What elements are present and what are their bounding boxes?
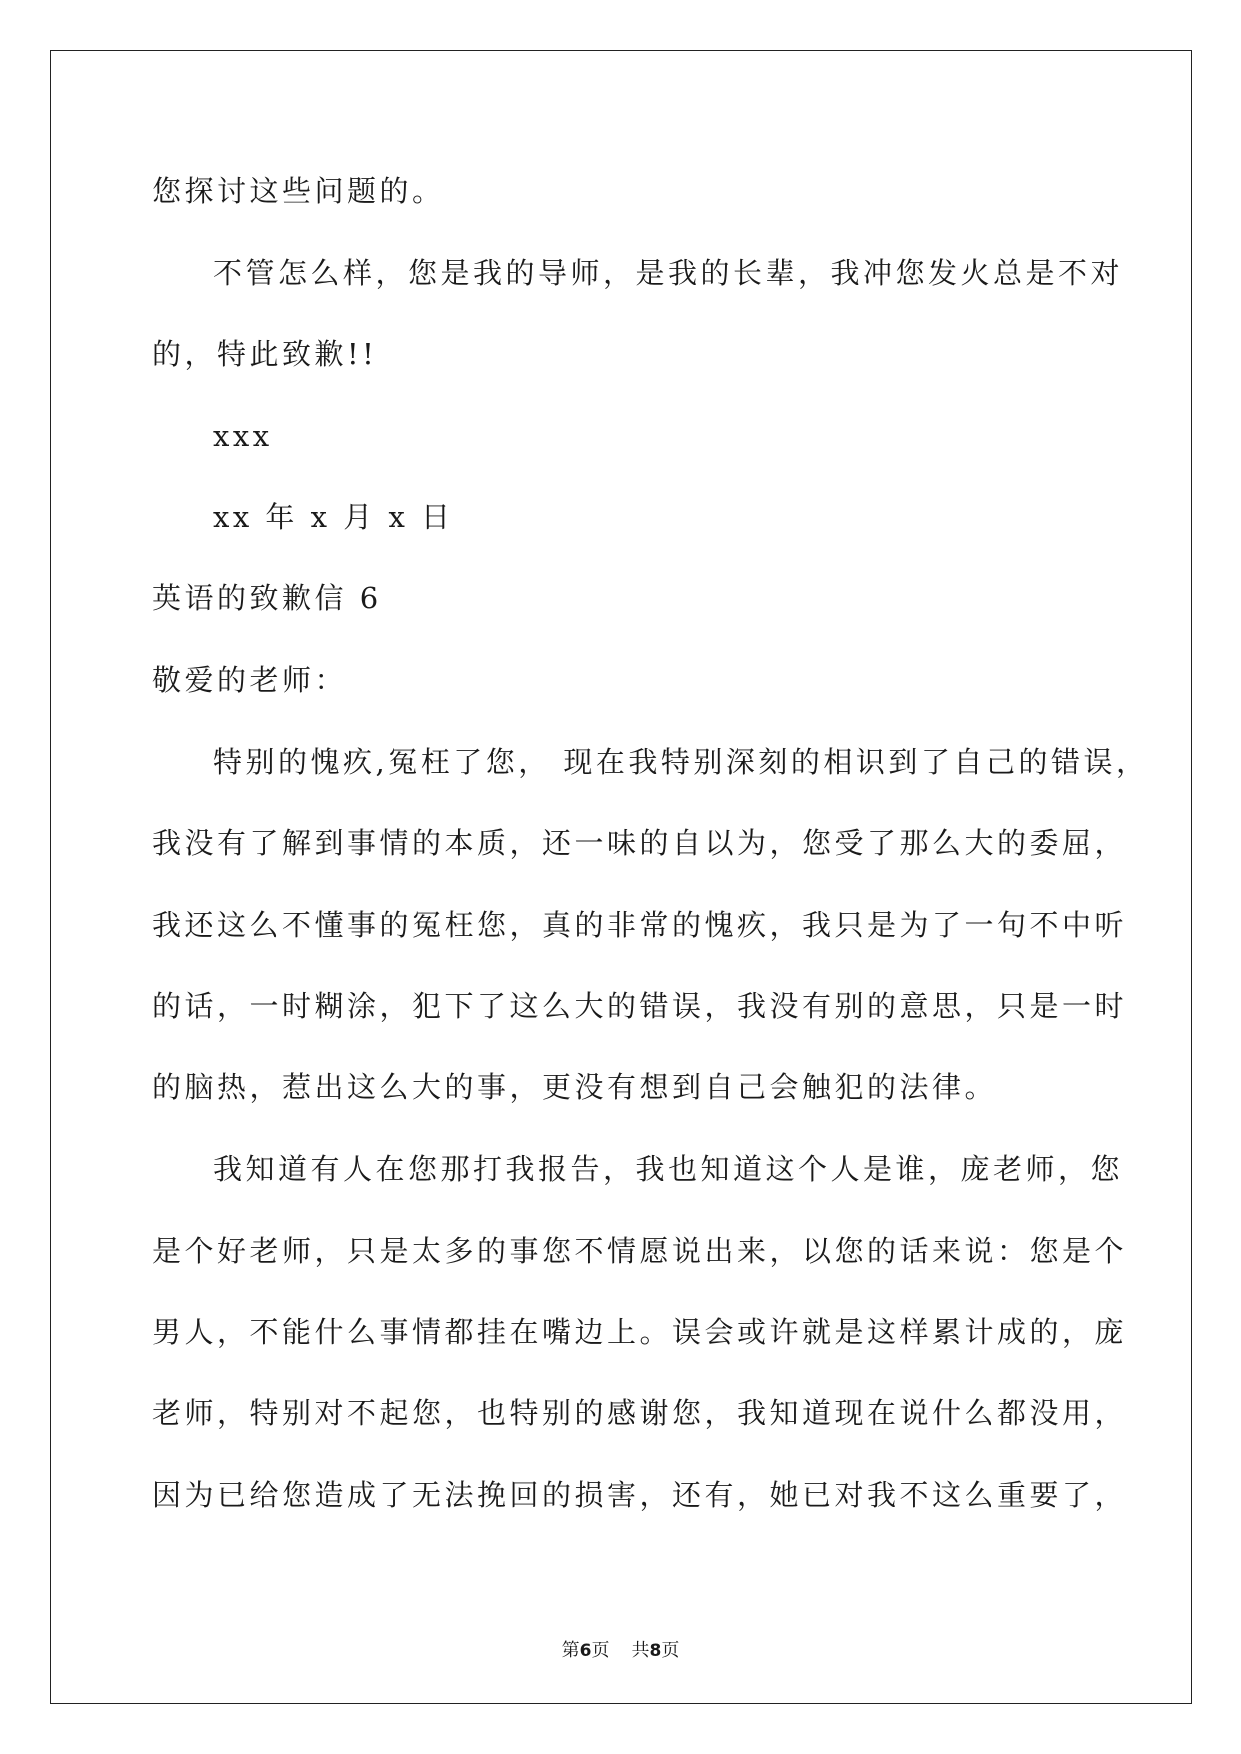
body-line: 的脑热，惹出这么大的事，更没有想到自己会触犯的法律。 bbox=[152, 1070, 998, 1104]
page-footer bbox=[0, 1640, 1241, 1662]
body-line: 的，特此致歉!! bbox=[152, 337, 378, 371]
signature-name: xxx bbox=[213, 419, 273, 453]
body-line: 男人，不能什么事情都挂在嘴边上。误会或许就是这样累计成的，庞 bbox=[152, 1315, 1128, 1349]
paragraph-first-line: 特别的愧疚,冤枉了您， 现在我特别深刻的相识到了自己的错误， bbox=[213, 745, 1149, 779]
page-label-prefix: 第 bbox=[561, 1640, 580, 1661]
body-line: 我没有了解到事情的本质，还一味的自以为，您受了那么大的委屈， bbox=[152, 826, 1128, 860]
total-pages: 8 bbox=[649, 1641, 662, 1661]
paragraph-first-line: 我知道有人在您那打我报告，我也知道这个人是谁，庞老师，您 bbox=[213, 1152, 1124, 1186]
total-label-suffix: 页 bbox=[661, 1640, 680, 1661]
page-border bbox=[50, 50, 1192, 1704]
salutation: 敬爱的老师： bbox=[152, 663, 348, 697]
body-line: 因为已给您造成了无法挽回的损害，还有，她已对我不这么重要了， bbox=[152, 1478, 1128, 1512]
page-label-suffix: 页 bbox=[591, 1640, 610, 1661]
body-line: 的话，一时糊涂，犯下了这么大的错误，我没有别的意思，只是一时 bbox=[152, 989, 1128, 1023]
total-label-prefix: 共 bbox=[631, 1640, 650, 1661]
section-heading: 英语的致歉信 6 bbox=[152, 581, 382, 615]
page-number: 6 bbox=[579, 1641, 592, 1661]
body-line: 我还这么不懂事的冤枉您，真的非常的愧疚，我只是为了一句不中听 bbox=[152, 908, 1128, 942]
body-line: 老师，特别对不起您，也特别的感谢您，我知道现在说什么都没用， bbox=[152, 1396, 1128, 1430]
body-line: 您探讨这些问题的。 bbox=[152, 174, 445, 208]
signature-date: xx 年 x 月 x 日 bbox=[213, 500, 454, 534]
paragraph-first-line: 不管怎么样，您是我的导师，是我的长辈，我冲您发火总是不对 bbox=[213, 256, 1124, 290]
body-line: 是个好老师，只是太多的事您不情愿说出来，以您的话来说：您是个 bbox=[152, 1234, 1128, 1268]
